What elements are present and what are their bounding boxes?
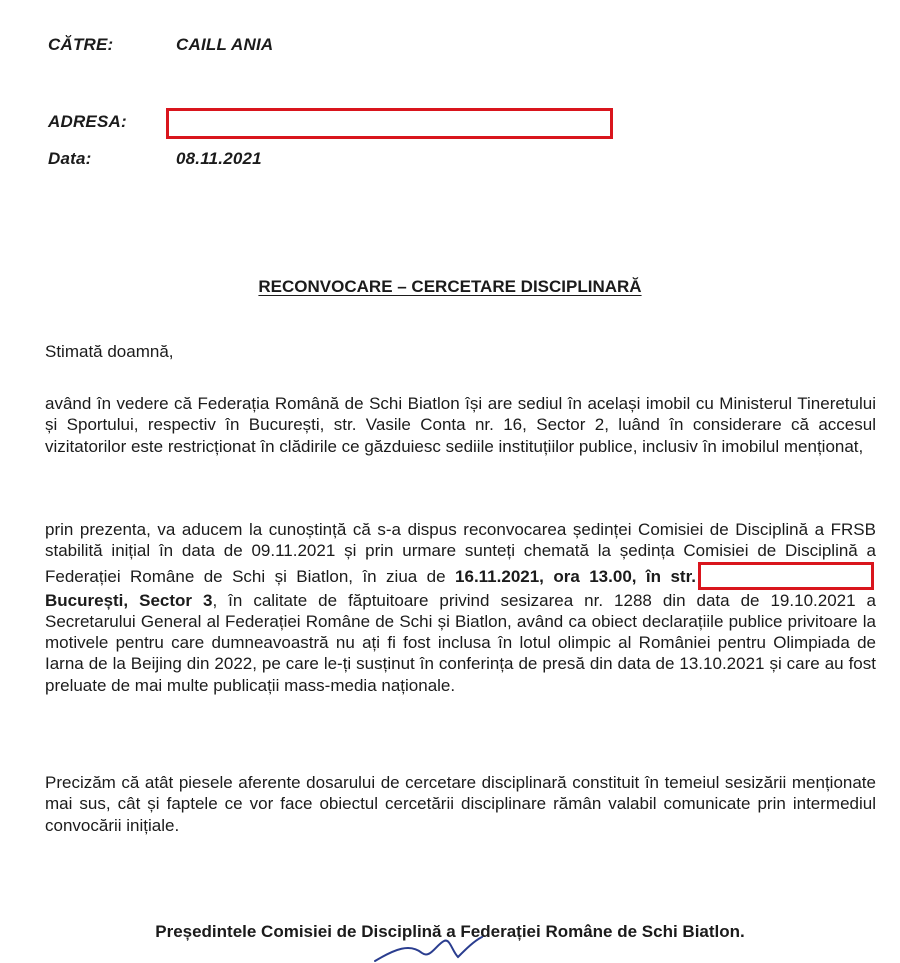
to-label: CĂTRE: xyxy=(48,35,114,54)
summons-location: București, Sector 3 xyxy=(45,590,213,610)
to-recipient: CAILL ANIA xyxy=(176,35,274,54)
address-redaction-box xyxy=(166,108,613,139)
salutation: Stimată doamnă, xyxy=(45,342,174,361)
date-value: 08.11.2021 xyxy=(176,149,262,168)
paragraph-clarification: Precizăm că atât piesele aferente dosarului de cercetare disciplinară constituit în temeiul sesizării menționate mai sus, cât și faptele ce vor face obiectul cercetării disciplinare rămân valabil comunicate prin intermediul convocării inițiale. xyxy=(45,773,876,835)
paragraph-context: având în vedere că Federația Română de Schi Biatlon își are sediul în același imobil cu Ministerul Tineretului și Sportului, respectiv în București, str. Vasile Conta nr. 16, Sector 2, luând în considerare că accesul vizitatorilor este restricționat în clădirile ce găzduiesc sediile instituțiilor publice, inclusiv în imobilul menționat, xyxy=(45,394,876,456)
summons-intro: prin prezenta, va aducem la cunoștință că s-a dispus reconvocarea ședinței Comisiei de Disciplină a FRSB stabilită inițial în data de 09.11.2021 și prin urmare sunteți chemată la ședința Comisiei de Disciplină a Federației Române de Schi și Biatlon, în ziua de xyxy=(45,520,876,586)
document-title: RECONVOCARE – CERCETARE DISCIPLINARĂ xyxy=(258,277,642,296)
signatory-title: Președintele Comisiei de Disciplină a Federației Române de Schi Biatlon. xyxy=(155,922,745,941)
summons-date-time: 16.11.2021, ora 13.00, în str. xyxy=(455,566,696,586)
street-redaction-box xyxy=(698,562,874,590)
paragraph-summons xyxy=(45,519,876,696)
date-label: Data: xyxy=(48,149,92,168)
address-label: ADRESA: xyxy=(48,112,127,131)
summons-details: , în calitate de făptuitoare privind sesizarea nr. 1288 din data de 19.10.2021 a Secretarului General al Federației Române de Schi și Biatlon, având ca obiect declarațiile publice privitoare la motivele pentru care dumneavoastră nu ați fi fost inclusa în lotul olimpic al României pentru Olimpiada de Iarna de la Beijing din 2022, pe care le-ți susținut în conferința de presă din data de 13.10.2021 și care au fost preluate de mai multe publicații mass-media naționale. xyxy=(45,590,876,695)
